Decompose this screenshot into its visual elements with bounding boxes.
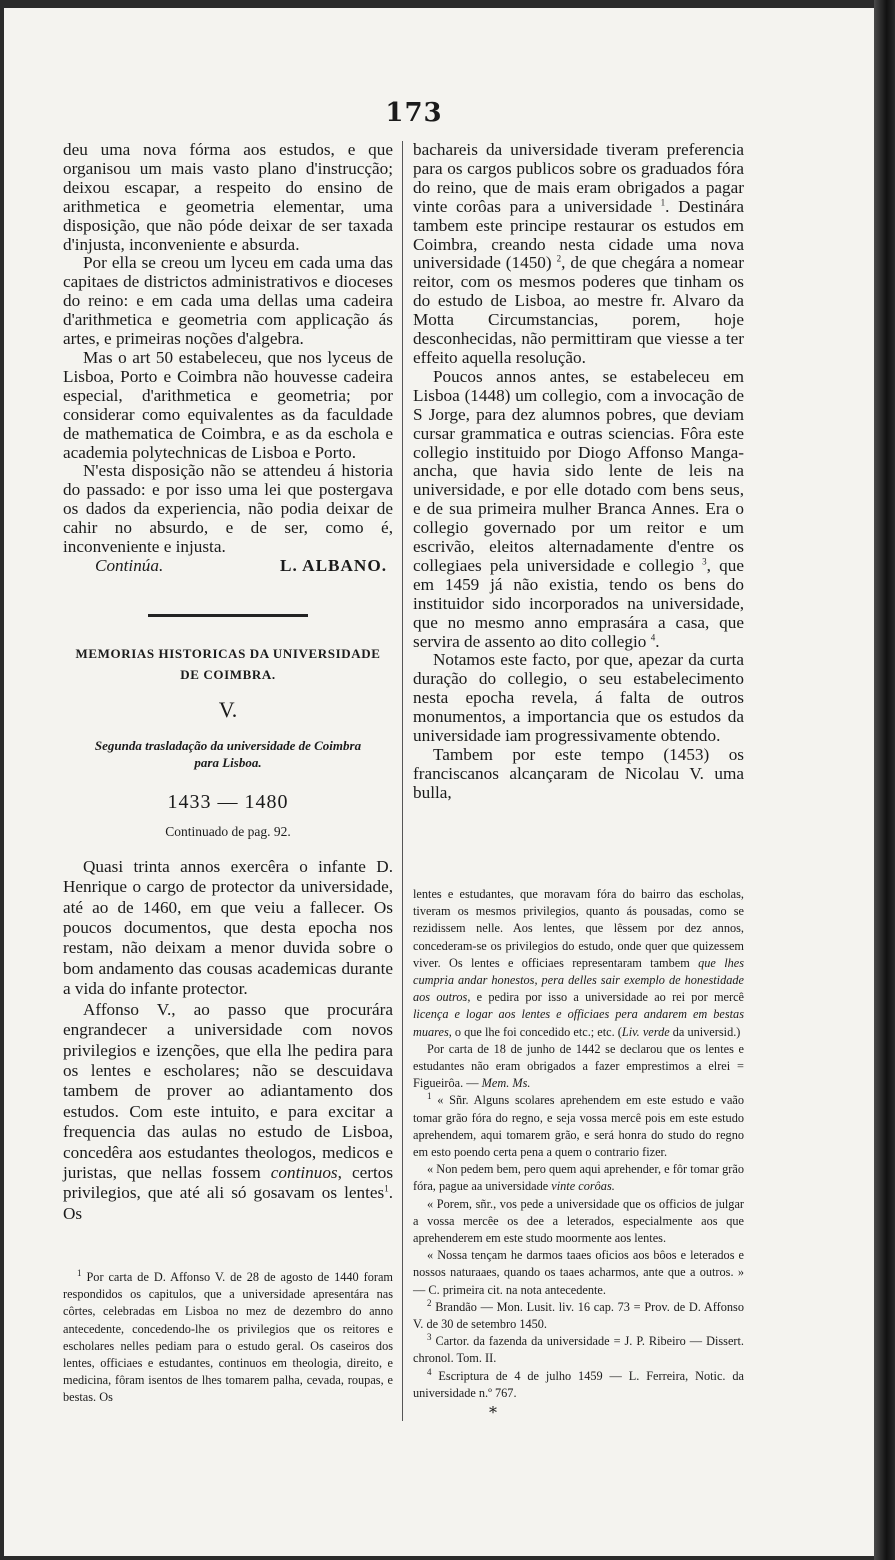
- text-run: lentes e estudantes, que moravam fóra do bairro das escholas, tiveram os mesmos privilegios, quanto ás pousadas, como se rezidissem nelle. Aos lentes, que lêssem por dez annos, concederam-se os privilegios do estudo, onde quer que quizessem viver. Os lentes e officiaes representaram tambem: [413, 887, 744, 970]
- text-run: , que em 1459 já não existia, tendo os bens do instituidor sido incorporados na universidade, que no mesmo anno emprasára a casa, que servira de assento ao dito collegio: [413, 555, 744, 651]
- section-title-line: MEMORIAS HISTORICAS DA UNIVERSIDADE: [75, 645, 381, 661]
- signature-line: [63, 557, 393, 576]
- italic-run: vinte corôas.: [551, 1179, 615, 1194]
- text-run: . Os: [63, 1183, 393, 1223]
- subtitle-line: para Lisboa.: [194, 754, 262, 770]
- footnote-ref: 3: [702, 556, 707, 567]
- footnote-text: Brandão — Mon. Lusit. liv. 16 cap. 73 = Prov. de D. Affonso V. de 30 de setembro 1450.: [413, 1299, 744, 1332]
- footnotes-right: [413, 886, 744, 1402]
- section-subtitle: [63, 737, 393, 771]
- italic-run: que lhes cumpria andar honestos, pera delles sair exemplo de honestidade aos outros: [413, 955, 744, 1005]
- footnote-text: « Sñr. Alguns scolares aprehendem em este estudo e vaão tomar grão fóra do regno, e seja vossa mercê pois em este estudo aprehendem, aqui tomarem grão, e será honra do studo do regno em esto poendo certa pena a quem o contrario fizer.: [413, 1093, 745, 1160]
- author-name: L. ALBANO.: [280, 555, 387, 575]
- paragraph: Notamos este facto, por que, apezar da curta duração do collegio, o seu estabelecimento nesta epocha revela, á falta de outros monumentos, a importancia que os estudos da universidade iam progressivamente obtendo.: [413, 650, 744, 746]
- italic-run: Mem. Ms.: [481, 1076, 531, 1091]
- italic-run: licença e logar aos lentes e officiaes pera andarem em bestas muares: [413, 1007, 744, 1039]
- date-range: 1433 — 1480: [167, 790, 289, 813]
- footnote-text: « Non pedem bem, pero quem aqui aprehender, e fôr tomar grão fóra, pague aa universidade: [413, 1162, 744, 1194]
- text-run: bachareis da universidade tiveram preferencia para os cargos publicos sobre os graduados fóra do reino, que de mais eram obrigados a pagar vinte corôas para a universidade: [413, 140, 744, 216]
- text-run: . Destinára tambem este principe restaurar os estudos em Coimbra, creando nesta cidade uma nova universidade (1450): [413, 196, 745, 273]
- paragraph: Quasi trinta annos exercêra o infante D. Henrique o cargo de protector da universidade, até ao de 1460, em que veiu a fallecer. Os poucos documentos, que desta epocha nos restam, não deixam a menor duvida sobre o bom andamento das cousas academicas durante a vida do infante protector.: [63, 856, 393, 999]
- book-page: [4, 8, 874, 1556]
- footnote-ref: 4: [650, 631, 656, 642]
- footnote-number: 2: [427, 1297, 432, 1308]
- footnote-number: 1: [427, 1091, 432, 1102]
- text-run: da universid.): [672, 1024, 741, 1039]
- text-run: Poucos annos antes, se estabeleceu em Lisboa (1448) um collegio, com a invocação de S Jorge, para dez alumnos pobres, que deviam cursar grammatica e outras sciencias. Fôra este collegio instituido por Diogo Affonso Manga-ancha, que havia sido lente de leis na universidade, e por elle dotado com bens seus, e de sua primeira mulher Branca Annes. Era o collegio governado por um reitor e um escrivão, eleitos alternadamente d'entre os collegiaes pela universidade e collegio: [413, 366, 744, 575]
- page-number: 173: [385, 98, 443, 128]
- paragraph: [413, 368, 744, 652]
- section-title-line: DE COIMBRA.: [180, 666, 276, 682]
- footnote-number: 4: [427, 1366, 432, 1377]
- italic-run: continuos: [270, 1162, 338, 1182]
- paragraph: Tambem por este tempo (1453) os franciscanos alcançaram de Nicolau V. uma bulla,: [413, 745, 744, 802]
- text-run: , certos privilegios, que até ali só gosavam os lentes: [63, 1162, 394, 1203]
- footnote-ref: 2: [556, 253, 562, 264]
- footnote: [413, 1333, 744, 1367]
- paragraph: [63, 1000, 393, 1224]
- text-run: , o que lhe foi concedido etc.; etc. (: [448, 1024, 622, 1039]
- continued-note: Continuado de pag. 92.: [165, 823, 291, 839]
- text-run: Affonso V., ao passo que procurára engrandecer a universidade com novos privilegios e izenções, que ella lhe pedira para os lentes e escholares; não se descuidava tambem de prover ao adiantamento dos estudos. Com este intuito, e para excitar a frequencia das aulas no estudo de Lisboa, concedêra aos estudantes theologos, medicos e juristas, que nellas fossem: [63, 999, 393, 1182]
- asterisk-mark: *: [489, 1403, 497, 1422]
- footnote: « Porem, sñr., vos pede a universidade que os officios de julgar a vossa mercêe os dee a leterados, especialmente aos que aprehenderem em este studo moormente aos lentes.: [413, 1196, 744, 1246]
- paragraph: Por ella se creou um lyceu em cada uma das capitaes de districtos administrativos e dioceses do reino: e em cada uma dellas uma cadeira d'arithmetica e geometria com applicação ás artes, e primeiras noções d'algebra.: [63, 253, 393, 349]
- paragraph: [413, 141, 744, 368]
- footnote-continuation: [413, 886, 744, 1041]
- footnote-continuation: [413, 1041, 744, 1093]
- paragraph: N'esta disposição não se attendeu á historia do passado: e por isso uma lei que postergava os dados da experiencia, não podia deixar de cahir no absurdo, e de ser, como é, inconveniente e injusta.: [63, 461, 393, 557]
- paragraph: deu uma nova fórma aos estudos, e que organisou um mais vasto plano d'instrucção; deixou escapar, a respeito do ensino de arithmetica e geometria elementar, uma disposição, que não póde deixar de ser taxada d'injusta, inconveniente e absurda.: [63, 140, 393, 254]
- footnote-ref: 1: [384, 1183, 389, 1194]
- footnote: [413, 1092, 744, 1161]
- text-run: .: [655, 631, 660, 651]
- paragraph: Mas o art 50 estabeleceu, que nos lyceus de Lisboa, Porto e Coimbra não houvesse cadeira especial, d'arithmetica e geometria; por considerar como equivalentes as da faculdade de mathematica de Coimbra, e as da eschola e academia polytechnicas de Lisboa e Porto.: [63, 347, 393, 462]
- footnote-text: Escriptura de 4 de julho 1459 — L. Ferreira, Notic. da universidade n.º 767.: [413, 1368, 744, 1400]
- footnote: [63, 1269, 393, 1407]
- footnote: [413, 1368, 744, 1402]
- footnote-text: Por carta de D. Affonso V. de 28 de agosto de 1440 foram respondidos os capitulos, que a universidade apresentára nas côrtes, celebradas em Lisboa no mez de dezembro do anno antecedente, concedendo-lhe os privilegios que os reitores e escholares nelles pediam para o estudo geral. Os caseiros dos lentes, officiaes e estudantes, continuos em theologia, direito, e medicina, fôram isentos de lhes tomarem palha, cevada, roupas, e bestas. Os: [63, 1270, 393, 1405]
- book-spine: [874, 0, 895, 1560]
- footnotes-left: [63, 1269, 393, 1407]
- text-run: Por carta de 18 de junho de 1442 se declarou que os lentes e estudantes não eram obrigados a fazer emprestimos a elrei = Figueirôa. —: [413, 1041, 744, 1091]
- footnote-number: 3: [427, 1332, 432, 1343]
- footnote-number: 1: [77, 1267, 82, 1278]
- footnote: [413, 1161, 744, 1195]
- continua-label: Continúa.: [95, 555, 164, 575]
- section-title: [63, 643, 393, 685]
- section-separator: [148, 614, 308, 617]
- footnote: « Nossa tençam he darmos taaes oficios aos bôos e leterados e nossos naturaaes, quando os taaes acharmos, ante que a outros. » — C. primeira cit. na nota antecedente.: [413, 1248, 744, 1297]
- italic-run: Liv. verde: [621, 1024, 670, 1039]
- text-run: , de que chegára a nomear reitor, com os mesmos poderes que tinham os do estudo de Lisboa, ao mestre fr. Alvaro da Motta Circumstancias, porem, hoje desconhecidas, não permittiram que viesse a ter effeito aquella resolução.: [413, 253, 745, 367]
- section-number: V.: [218, 696, 238, 722]
- left-column: [63, 141, 393, 1224]
- footnote-ref: 1: [660, 196, 666, 207]
- text-run: , e pedira por isso a universidade ao rei por mercê: [467, 990, 744, 1005]
- subtitle-line: Segunda trasladação da universidade de Coimbra: [94, 737, 362, 753]
- right-column: [413, 141, 744, 803]
- footnote-text: Cartor. da fazenda da universidade = J. P. Ribeiro — Dissert. chronol. Tom. II.: [413, 1334, 744, 1366]
- footnote: [413, 1299, 744, 1333]
- column-divider: [402, 141, 403, 1421]
